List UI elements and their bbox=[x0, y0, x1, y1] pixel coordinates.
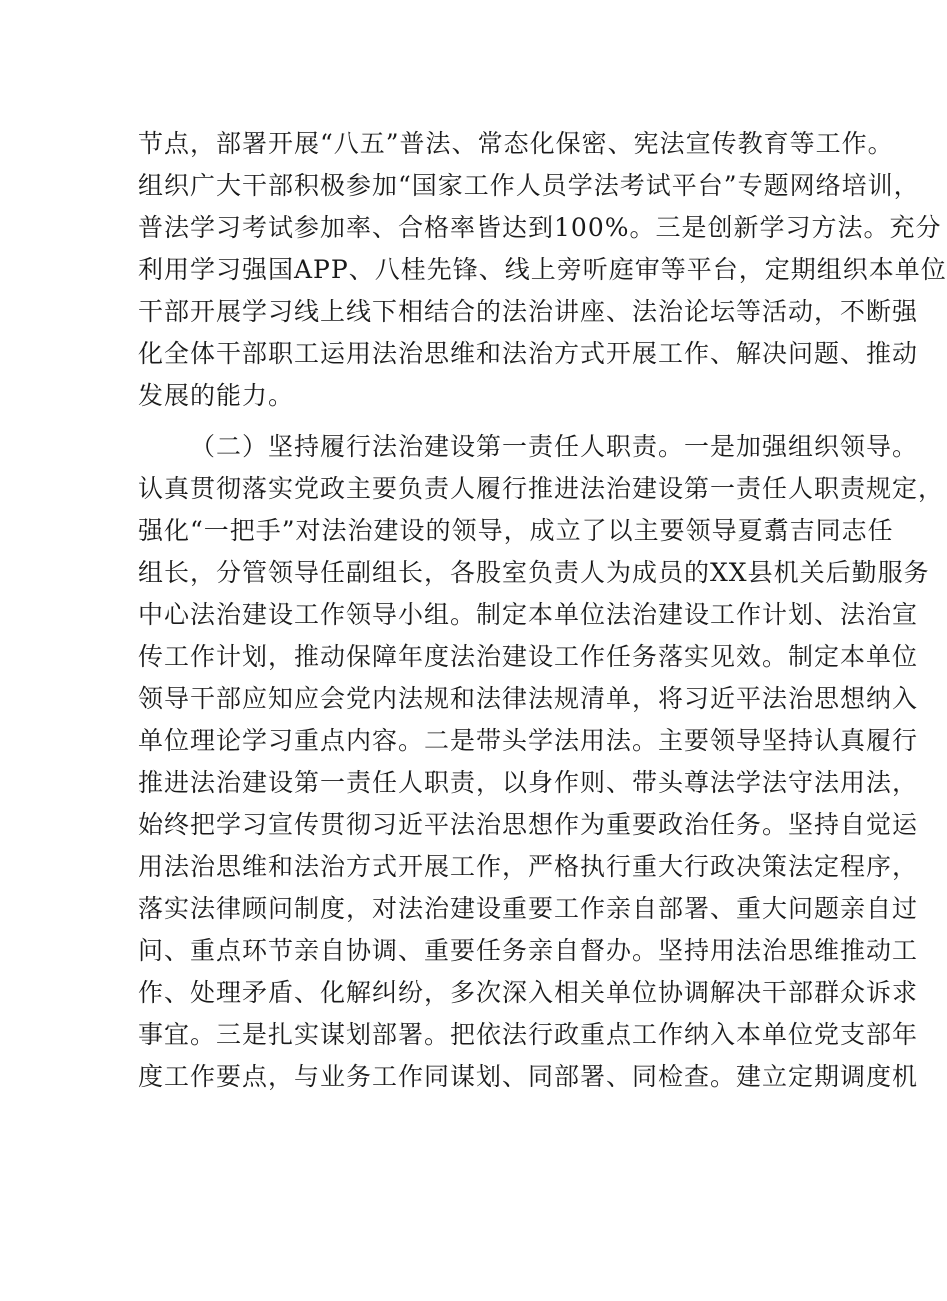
text-line: 用法治思维和法治方式开展工作，严格执行重大行政决策法定程序， bbox=[138, 852, 919, 881]
text-line: 问、重点环节亲自协调、重要任务亲自督办。坚持用法治思维推动工 bbox=[138, 936, 919, 965]
text-line: 传工作计划，推动保障年度法治建设工作任务落实见效。制定本单位 bbox=[138, 642, 919, 671]
text-line: 始终把学习宣传贯彻习近平法治思想作为重要政治任务。坚持自觉运 bbox=[138, 810, 919, 839]
text-line: 普法学习考试参加率、合格率皆达到100%。三是创新学习方法。充分 bbox=[138, 213, 942, 242]
text-line: 单位理论学习重点内容。二是带头学法用法。主要领导坚持认真履行 bbox=[138, 726, 919, 755]
text-line: 节点，部署开展“八五”普法、常态化保密、宪法宣传教育等工作。 bbox=[138, 129, 894, 158]
text-line: 推进法治建设第一责任人职责，以身作则、带头尊法学法守法用法， bbox=[138, 768, 919, 797]
text-line: 干部开展学习线上线下相结合的法治讲座、法治论坛等活动，不断强 bbox=[138, 297, 919, 326]
text-line: 强化“一把手”对法治建设的领导，成立了以主要领导夏翥吉同志任 bbox=[138, 516, 894, 545]
text-line: 组长，分管领导任副组长，各股室负责人为成员的XX县机关后勤服务 bbox=[138, 558, 930, 587]
text-line: 度工作要点，与业务工作同谋划、同部署、同检查。建立定期调度机 bbox=[138, 1062, 919, 1091]
text-line: 组织广大干部积极参加“国家工作人员学法考试平台”专题网络培训， bbox=[138, 171, 920, 200]
text-line: 发展的能力。 bbox=[138, 381, 295, 410]
text-line: 领导干部应知应会党内法规和法律法规清单，将习近平法治思想纳入 bbox=[138, 684, 919, 713]
text-line: 事宜。三是扎实谋划部署。把依法行政重点工作纳入本单位党支部年 bbox=[138, 1020, 919, 1049]
section-heading-line: （二）坚持履行法治建设第一责任人职责。一是加强组织领导。 bbox=[190, 432, 919, 461]
text-line: 认真贯彻落实党政主要负责人履行推进法治建设第一责任人职责规定， bbox=[138, 474, 945, 503]
text-line: 化全体干部职工运用法治思维和法治方式开展工作、解决问题、推动 bbox=[138, 339, 919, 368]
text-line: 中心法治建设工作领导小组。制定本单位法治建设工作计划、法治宣 bbox=[138, 600, 919, 629]
text-line: 落实法律顾问制度，对法治建设重要工作亲自部署、重大问题亲自过 bbox=[138, 894, 919, 923]
text-line: 利用学习强国APP、八桂先锋、线上旁听庭审等平台，定期组织本单位 bbox=[138, 255, 947, 284]
text-line: 作、处理矛盾、化解纠纷，多次深入相关单位协调解决干部群众诉求 bbox=[138, 978, 919, 1007]
